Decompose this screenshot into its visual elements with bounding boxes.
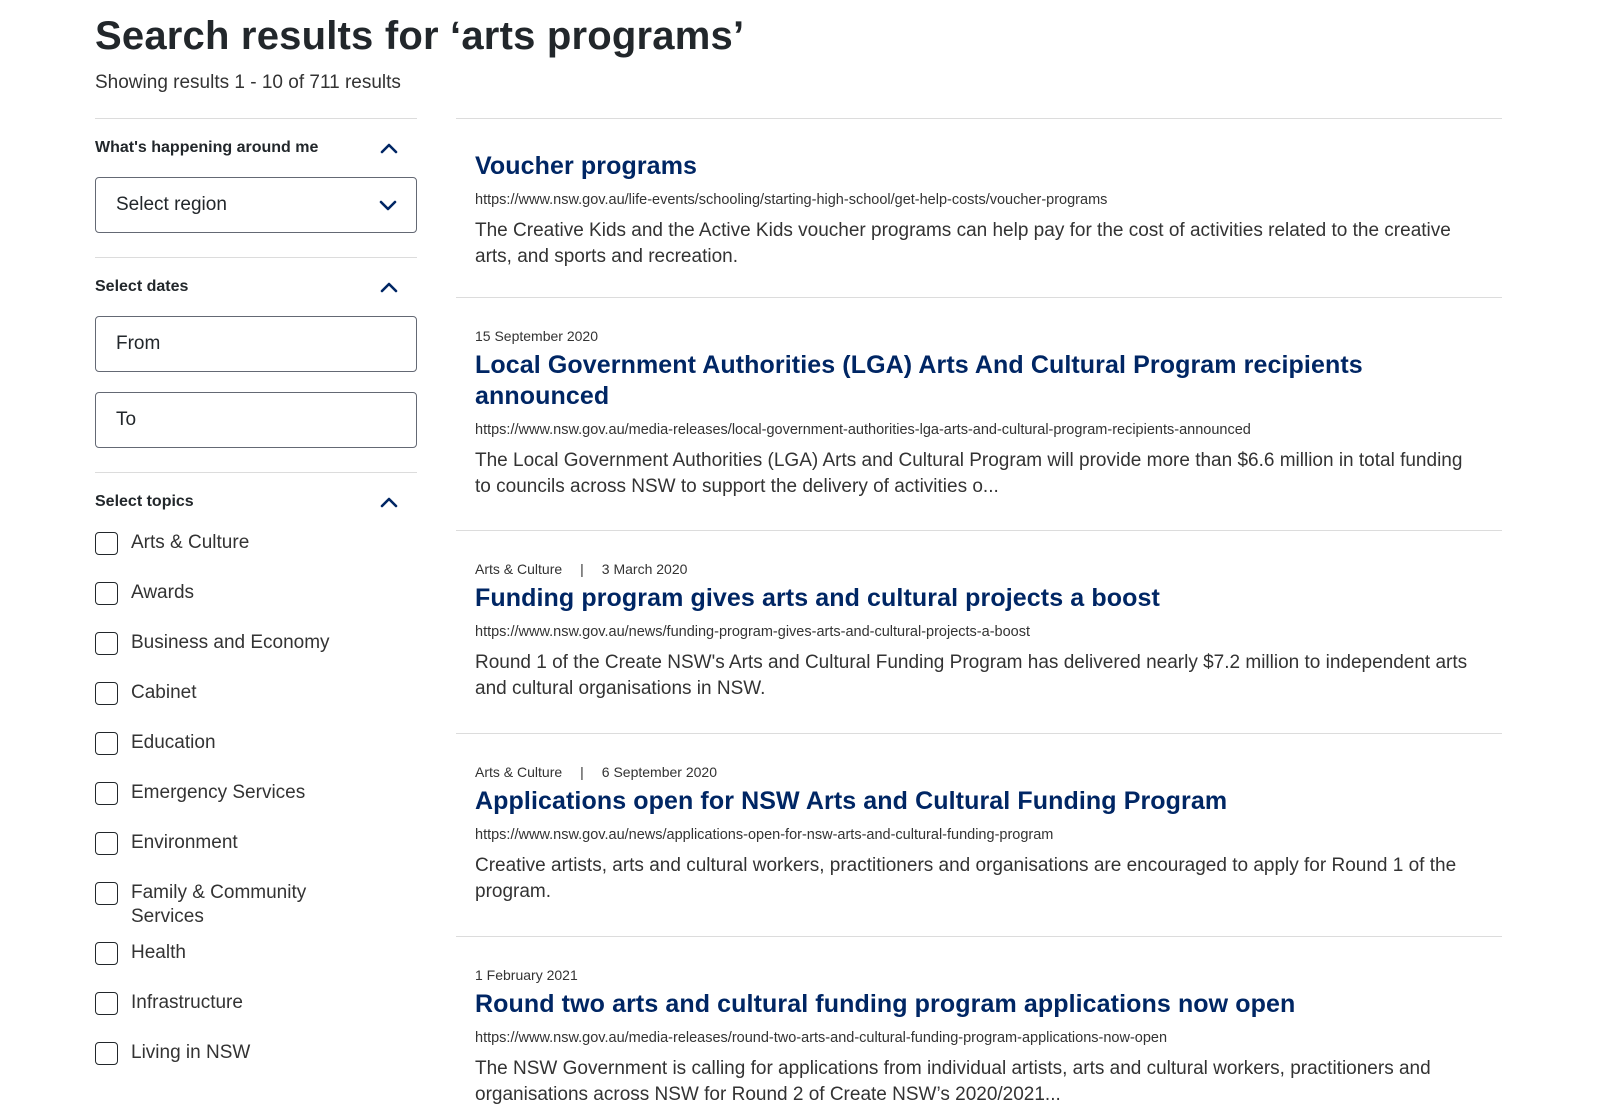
result-url: https://www.nsw.gov.au/life-events/schooling/starting-high-school/get-help-costs/voucher-programs (475, 192, 1108, 208)
topic-item-family-community[interactable] (95, 881, 355, 929)
filter-sidebar (95, 118, 417, 1091)
result-topic: Arts & Culture (475, 561, 563, 577)
topic-item-awards[interactable] (95, 581, 417, 618)
chevron-up-icon[interactable] (379, 492, 399, 512)
topic-label: Business and Economy (131, 632, 330, 653)
topic-item-arts-culture[interactable] (95, 531, 417, 568)
result-title-link[interactable]: Voucher programs (475, 152, 698, 180)
topics-filter-heading: Select topics (95, 493, 194, 510)
checkbox[interactable] (95, 992, 118, 1015)
checkbox[interactable] (95, 632, 118, 655)
topic-label: Environment (131, 832, 238, 853)
result-date: 3 March 2020 (601, 561, 688, 577)
checkbox[interactable] (95, 682, 118, 705)
topic-label: Awards (131, 582, 195, 603)
topic-item-cabinet[interactable] (95, 681, 417, 718)
chevron-up-icon[interactable] (379, 138, 399, 158)
region-filter-toggle[interactable] (95, 119, 417, 177)
result-meta (475, 326, 1482, 346)
dates-filter-toggle[interactable] (95, 258, 417, 316)
result-title-link[interactable]: Applications open for NSW Arts and Cultural Funding Program (475, 787, 1228, 815)
region-select[interactable] (95, 177, 417, 233)
result-item (456, 936, 1502, 1116)
topic-label: Education (131, 732, 216, 753)
result-url: https://www.nsw.gov.au/news/applications-open-for-nsw-arts-and-cultural-funding-program (475, 827, 1054, 843)
topics-filter-toggle[interactable] (95, 473, 417, 531)
checkbox[interactable] (95, 882, 118, 905)
region-filter-heading: What's happening around me (95, 139, 319, 156)
meta-separator: | (580, 561, 584, 577)
result-item (456, 118, 1502, 297)
topic-label: Living in NSW (131, 1042, 251, 1063)
result-date: 15 September 2020 (475, 328, 598, 344)
dates-filter-heading: Select dates (95, 278, 189, 295)
result-item (456, 530, 1502, 733)
topic-list (95, 531, 417, 1078)
result-description: Creative artists, arts and cultural workers, practitioners and organisations are encouraged to apply for Round 1 of the program. (475, 855, 1457, 902)
to-date-input[interactable] (95, 392, 417, 448)
region-select-value: Select region (116, 194, 227, 215)
chevron-up-icon[interactable] (379, 277, 399, 297)
result-date: 1 February 2021 (475, 967, 578, 983)
topic-item-business-economy[interactable] (95, 631, 417, 668)
result-meta (475, 559, 1482, 579)
result-title-link[interactable]: Funding program gives arts and cultural projects a boost (475, 584, 1160, 612)
topic-item-infrastructure[interactable] (95, 991, 417, 1028)
topic-item-education[interactable] (95, 731, 417, 768)
result-description: Round 1 of the Create NSW's Arts and Cultural Funding Program has delivered nearly $7.2 million to independent arts and cultural organisations in NSW. (475, 652, 1468, 699)
result-item (456, 297, 1502, 530)
topic-item-emergency-services[interactable] (95, 781, 417, 818)
result-meta (475, 965, 1482, 985)
dates-filter-section (95, 257, 417, 448)
result-item (456, 733, 1502, 936)
checkbox[interactable] (95, 942, 118, 965)
topics-filter-section (95, 472, 417, 1078)
result-url: https://www.nsw.gov.au/news/funding-program-gives-arts-and-cultural-projects-a-boost (475, 624, 1031, 640)
checkbox[interactable] (95, 582, 118, 605)
topic-label: Cabinet (131, 682, 197, 703)
topic-label: Emergency Services (131, 782, 306, 803)
topic-label: Family & Community Services (131, 882, 307, 927)
result-description: The Creative Kids and the Active Kids voucher programs can help pay for the cost of activities related to the creative arts, and sports and recreation. (475, 220, 1451, 267)
search-results (456, 118, 1502, 1116)
checkbox[interactable] (95, 732, 118, 755)
topic-label: Infrastructure (131, 992, 243, 1013)
result-title-link[interactable]: Round two arts and cultural funding program applications now open (475, 990, 1296, 1018)
checkbox[interactable] (95, 1042, 118, 1065)
result-meta (475, 762, 1482, 782)
result-count: Showing results 1 - 10 of 711 results (95, 72, 401, 93)
checkbox[interactable] (95, 532, 118, 555)
topic-item-living-in-nsw[interactable] (95, 1041, 417, 1078)
page-title: Search results for ‘arts programs’ (95, 14, 745, 58)
topic-item-environment[interactable] (95, 831, 417, 868)
result-url: https://www.nsw.gov.au/media-releases/local-government-authorities-lga-arts-and-cultural-program-recipients-announced (475, 422, 1251, 438)
result-date: 6 September 2020 (601, 764, 717, 780)
from-date-input[interactable] (95, 316, 417, 372)
result-description: The NSW Government is calling for applications from individual artists, arts and cultural workers, practitioners and organisations across NSW for Round 2 of Create NSW’s 2020/2021... (475, 1058, 1431, 1105)
checkbox[interactable] (95, 782, 118, 805)
result-url: https://www.nsw.gov.au/media-releases/round-two-arts-and-cultural-funding-program-applications-now-open (475, 1030, 1168, 1046)
region-filter-section (95, 118, 417, 233)
result-description: The Local Government Authorities (LGA) Arts and Cultural Program will provide more than $6.6 million in total funding to councils across NSW to support the delivery of activities o... (475, 450, 1463, 497)
result-title-link[interactable]: Local Government Authorities (LGA) Arts And Cultural Program recipients announced (475, 351, 1363, 410)
result-topic: Arts & Culture (475, 764, 563, 780)
meta-separator: | (580, 764, 584, 780)
checkbox[interactable] (95, 832, 118, 855)
chevron-down-icon (378, 195, 398, 215)
topic-label: Health (131, 942, 186, 963)
topic-item-health[interactable] (95, 941, 417, 978)
topic-label: Arts & Culture (131, 532, 250, 553)
